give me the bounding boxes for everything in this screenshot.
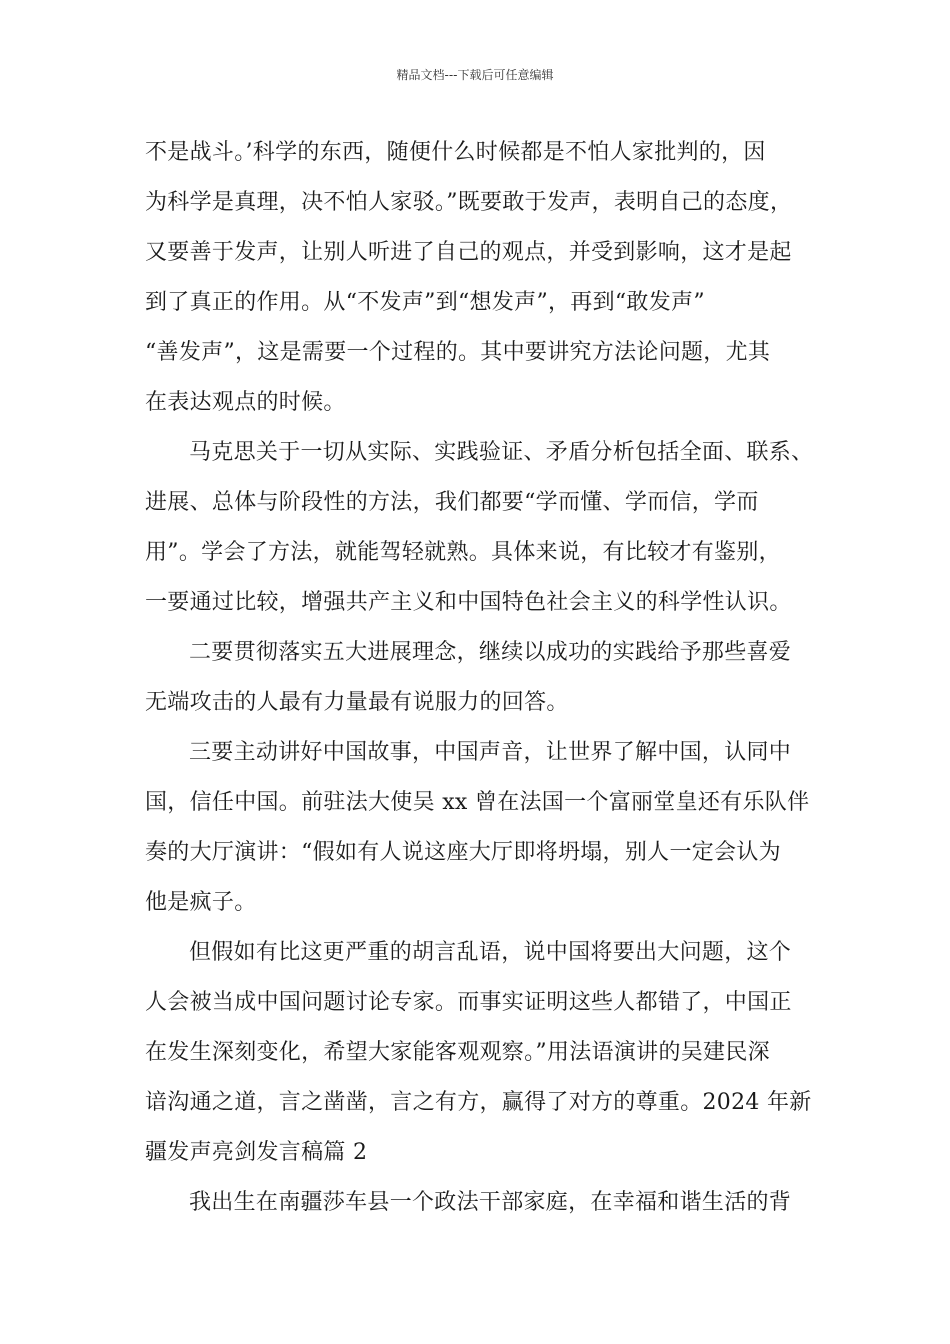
text-line: 他是疯子。: [145, 890, 257, 915]
text-line: 谙沟通之道，言之凿凿，言之有方，赢得了对方的尊重。2024 年新: [145, 1090, 812, 1115]
text-line: 又要善于发声，让别人听进了自己的观点，并受到影响，这才是起: [145, 240, 792, 265]
document-body: [145, 128, 835, 1228]
text-line: 我出生在南疆莎车县一个政法干部家庭，在幸福和谐生活的背: [189, 1190, 792, 1215]
text-line: 但假如有比这更严重的胡言乱语，说中国将要出大问题，这个: [189, 940, 792, 965]
text-line: 一要通过比较，增强共产主义和中国特色社会主义的科学性认识。: [145, 590, 792, 615]
page-header: 精品文档---下载后可任意编辑: [396, 68, 554, 82]
text-line: 奏的大厅演讲：“假如有人说这座大厅即将坍塌，别人一定会认为: [145, 840, 781, 865]
text-line: 三要主动讲好中国故事，中国声音，让世界了解中国，认同中: [189, 740, 792, 765]
text-line: 在发生深刻变化，希望大家能客观观察。”用法语演讲的吴建民深: [145, 1040, 770, 1065]
text-line: 无端攻击的人最有力量最有说服力的回答。: [145, 690, 569, 715]
text-line: 马克思关于一切从实际、实践验证、矛盾分析包括全面、联系、: [189, 440, 814, 465]
text-line: 不是战斗。’科学的东西，随便什么时候都是不怕人家批判的，因: [145, 140, 766, 165]
text-line: “善发声”，这是需要一个过程的。其中要讲究方法论问题，尤其: [145, 340, 771, 365]
text-line: 为科学是真理，决不怕人家驳。”既要敢于发声，表明自己的态度，: [145, 190, 793, 215]
text-line: 国，信任中国。前驻法大使吴 xx 曾在法国一个富丽堂皇还有乐队伴: [145, 790, 810, 815]
text-line: 到了真正的作用。从“不发声”到“想发声”，再到“敢发声”: [145, 290, 705, 315]
text-line: 进展、总体与阶段性的方法，我们都要“学而懂、学而信，学而: [145, 490, 759, 515]
text-line: 人会被当成中国问题讨论专家。而事实证明这些人都错了，中国正: [145, 990, 792, 1015]
text-line: 用”。学会了方法，就能驾轻就熟。具体来说，有比较才有鉴别，: [145, 540, 781, 565]
text-line: 在表达观点的时候。: [145, 390, 346, 415]
text-line: 二要贯彻落实五大进展理念，继续以成功的实践给予那些喜爱: [189, 640, 792, 665]
text-line: 疆发声亮剑发言稿篇 2: [145, 1140, 368, 1165]
